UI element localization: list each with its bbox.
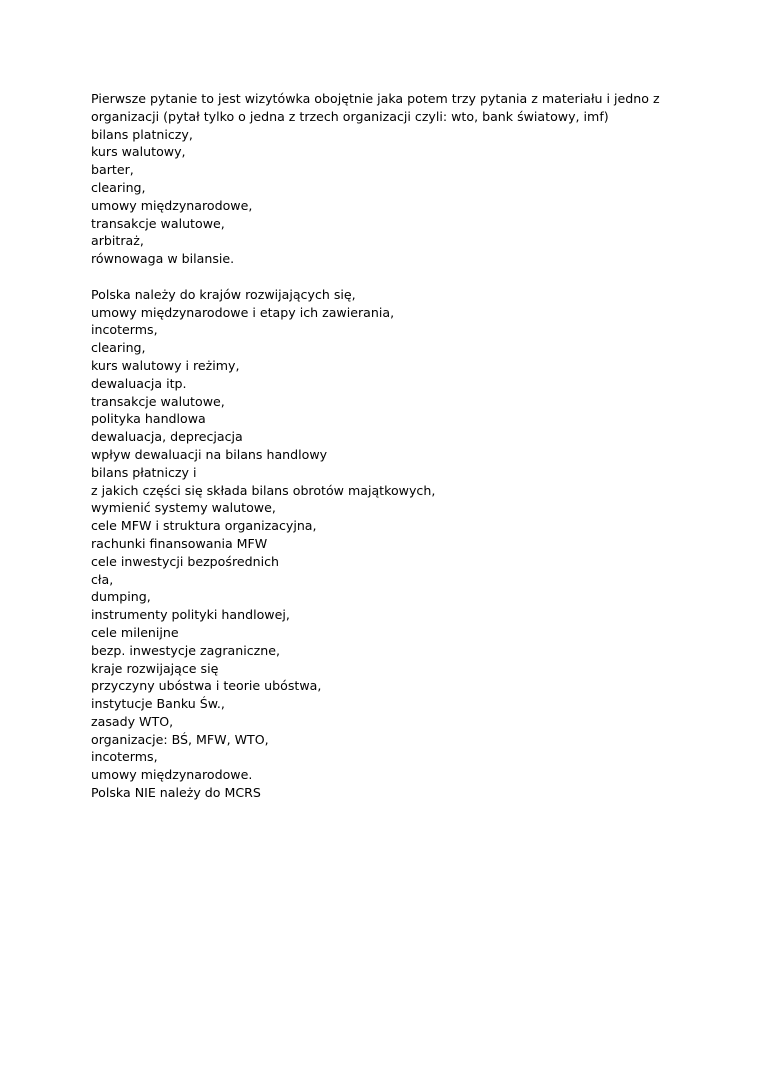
text-line: organizacje: BŚ, MFW, WTO, xyxy=(91,731,269,747)
text-line: z jakich części się składa bilans obrotów majątkowych, xyxy=(91,482,436,498)
text-line: cele MFW i struktura organizacyjna, xyxy=(91,518,317,534)
document-text xyxy=(91,90,691,802)
text-line: transakcje walutowe, xyxy=(91,215,225,231)
text-line: wpływ dewaluacji na bilans handlowy xyxy=(91,446,328,462)
text-line: umowy międzynarodowe. xyxy=(91,767,253,783)
text-line: bilans platniczy, xyxy=(91,126,193,142)
text-line: zasady WTO, xyxy=(91,713,174,729)
text-line: clearing, xyxy=(91,340,146,356)
text-line: instrumenty polityki handlowej, xyxy=(91,607,290,623)
text-line: incoterms, xyxy=(91,749,158,765)
text-line: arbitraż, xyxy=(91,233,144,249)
text-line: kurs walutowy, xyxy=(91,144,186,160)
text-line: Pierwsze pytanie to jest wizytówka obojętnie jaka potem trzy pytania z materiału i jedno z xyxy=(91,91,660,106)
text-line: cele inwestycji bezpośrednich xyxy=(91,553,279,569)
text-line: umowy międzynarodowe i etapy ich zawierania, xyxy=(91,304,395,320)
text-line: bilans płatniczy i xyxy=(91,464,197,480)
text-line: wymienić systemy walutowe, xyxy=(91,500,276,516)
text-line: rachunki finansowania MFW xyxy=(91,535,268,551)
text-line: instytucje Banku Św., xyxy=(91,696,225,712)
text-line: kurs walutowy i reżimy, xyxy=(91,357,240,373)
text-line: incoterms, xyxy=(91,322,158,338)
text-line: clearing, xyxy=(91,179,146,195)
text-line: umowy międzynarodowe, xyxy=(91,197,253,213)
text-line: polityka handlowa xyxy=(91,411,206,427)
text-line: równowaga w bilansie. xyxy=(91,251,235,267)
text-line: cła, xyxy=(91,571,114,587)
text-line: barter, xyxy=(91,162,134,178)
text-line: cele milenijne xyxy=(91,624,179,640)
paragraph-2 xyxy=(91,286,691,802)
text-line: Polska NIE należy do MCRS xyxy=(91,785,261,801)
text-line: przyczyny ubóstwa i teorie ubóstwa, xyxy=(91,678,322,694)
paragraph-spacer xyxy=(91,268,691,286)
text-line: Polska należy do krajów rozwijających się, xyxy=(91,286,356,302)
text-line: dumping, xyxy=(91,589,151,605)
text-line: bezp. inwestycje zagraniczne, xyxy=(91,642,280,658)
paragraph-1 xyxy=(91,90,691,268)
text-line: dewaluacja itp. xyxy=(91,375,187,391)
text-line: transakcje walutowe, xyxy=(91,393,225,409)
text-line: organizacji (pytał tylko o jedna z trzech organizacji czyli: wto, bank światowy, imf) xyxy=(91,108,609,124)
text-line: kraje rozwijające się xyxy=(91,660,219,676)
text-line: dewaluacja, deprecjacja xyxy=(91,429,243,445)
